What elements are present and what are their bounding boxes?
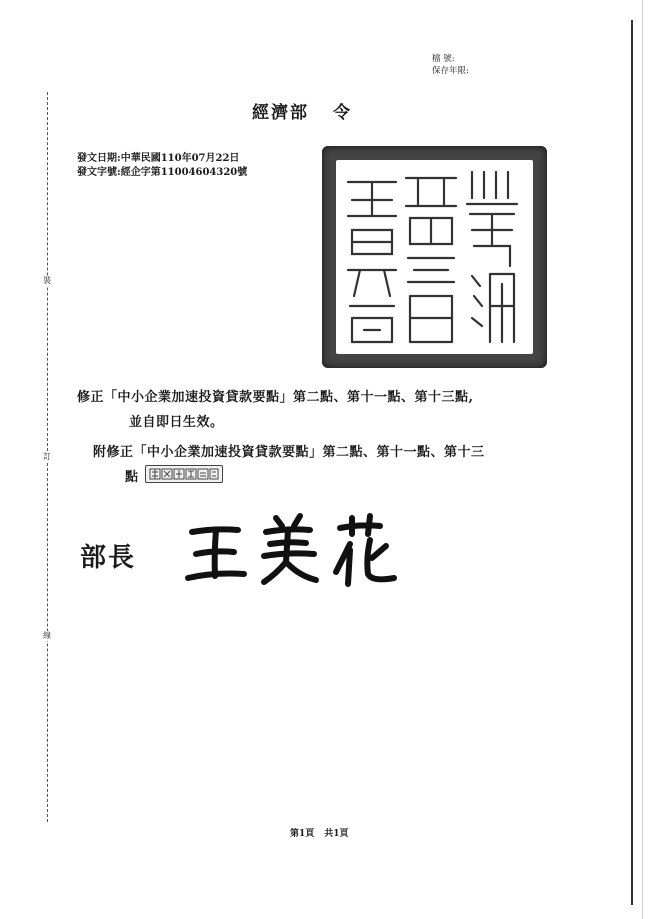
file-number-label: 檔 號: — [432, 54, 455, 64]
signature-icon — [180, 510, 410, 594]
document-title — [252, 98, 382, 123]
binding-mark-top: 裝 — [43, 276, 51, 285]
page-number: 第1頁 — [290, 829, 315, 839]
page-footer — [290, 826, 349, 839]
seal-glyphs — [322, 146, 547, 368]
issue-number: 發文字號:經企字第11004604320號 — [77, 167, 248, 178]
issue-date: 發文日期:中華民國110年07月22日 — [77, 153, 240, 164]
official-seal-icon — [322, 146, 547, 368]
binding-mark-bottom: 線 — [43, 631, 51, 640]
body-line-2: 並自即日生效。 — [129, 415, 224, 430]
body-line-1: 修正「中小企業加速投資貸款要點」第二點、第十一點、第十三點, — [77, 390, 474, 405]
attachment-stamp-glyphs — [148, 468, 220, 480]
binding-mark-middle: 訂 — [43, 452, 51, 461]
minister-label: 部長 — [80, 543, 137, 573]
signature-strokes — [180, 510, 410, 590]
attachment-stamp-icon — [145, 465, 223, 483]
file-number-row — [432, 53, 469, 65]
retention-label: 保存年限: — [432, 66, 469, 76]
body-line-3: 附修正「中小企業加速投資貸款要點」第二點、第十一點、第十三 — [93, 445, 485, 460]
ministry-name: 經濟部 — [252, 103, 309, 123]
file-info — [432, 53, 469, 77]
scan-edge-line — [631, 20, 633, 905]
body-line-4: 點 — [125, 470, 139, 485]
page-total: 共1頁 — [324, 829, 349, 839]
issue-info — [77, 152, 247, 180]
document-type: 令 — [333, 103, 352, 123]
scan-edge-line-outer — [642, 0, 643, 919]
retention-row — [432, 65, 469, 77]
